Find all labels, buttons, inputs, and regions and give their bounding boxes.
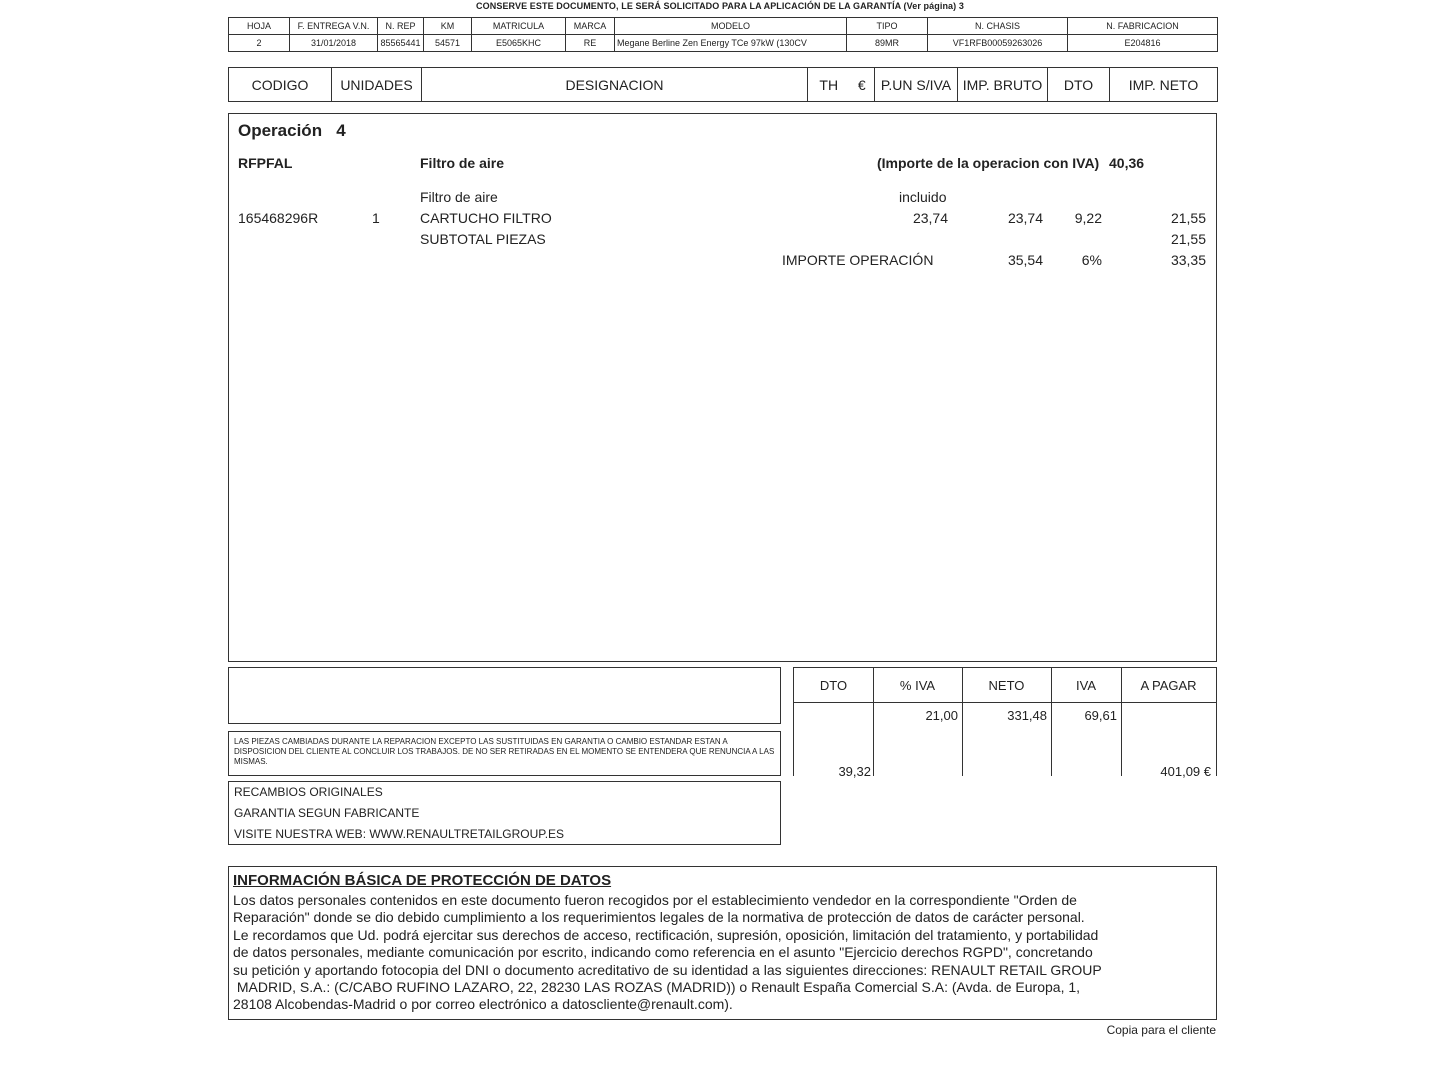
data-protection-line: MADRID, S.A.: (C/CABO RUFINO LAZARO, 22, 28230 LAS ROZAS (MADRID)) o Renault España Comercial S.A: (Avda. de Europa, 1, [233,979,1081,996]
totals-dto: 39,32 [838,764,871,779]
data-protection-line: 28108 Alcobendas-Madrid o por correo electrónico a datoscliente@renault.com). [233,996,733,1013]
totals-header-iva-pct: % IVA [899,678,936,693]
col-currency: € [850,68,875,102]
operation-iva-label: (Importe de la operacion con IVA) [877,155,1100,171]
data-protection-line: Los datos personales contenidos en este documento fueron recogidos por el establecimiento vendedor en la correspondiente "Orden de [233,892,1077,908]
part-imp-bruto: 23,74 [1007,210,1043,226]
note-line: RECAMBIOS ORIGINALES [234,785,383,799]
operation-code: RFPFAL [238,155,293,171]
data-protection-line: Reparación" donde se dio debido cumplimiento a los requerimientos legales de la normativa de protección de datos de carácter personal. [233,909,1085,926]
tipo-value: 89MR [847,35,928,52]
nrep-value: 85565441 [378,35,424,52]
totals-box [793,667,1217,845]
vehicle-header-cell: N. CHASIS [928,18,1068,35]
data-protection-line: de datos personales, mediante comunicación por escrito, indicando como referencia en el asunto "Ejercicio derechos RGPD", concretando [233,944,1093,961]
note-line: GARANTIA SEGUN FABRICANTE [234,806,420,820]
totals-header-iva: IVA [1076,678,1096,693]
vehicle-header-cell: TIPO [847,18,928,35]
data-protection-line: Le recordamos que Ud. podrá ejercitar sus derechos de acceso, rectificación, supresión, oposición, limitación del tratamiento, y portabilidad [233,926,1099,943]
totals-header-dto: DTO [819,678,848,693]
entrega-value: 31/01/2018 [290,35,378,52]
vehicle-value-row [229,35,1218,52]
col-p-un: P.UN S/IVA [875,68,958,102]
matricula-value: E5065KHC [472,35,566,52]
part-code: 165468296R [238,210,319,226]
col-unidades: UNIDADES [332,68,422,102]
blank-box [228,667,781,724]
col-th: TH [808,68,850,102]
totals-faded-area [792,776,1220,846]
hoja-value: 2 [229,35,290,52]
warranty-notice: CONSERVE ESTE DOCUMENTO, LE SERÁ SOLICITADO PARA LA APLICACIÓN DE LA GARANTÍA (Ver página) 3 [476,1,964,11]
vehicle-header-cell: N. FABRICACION [1068,18,1218,35]
marca-value: RE [566,35,615,52]
note-line: VISITE NUESTRA WEB: WWW.RENAULTRETAILGROUP.ES [234,827,565,841]
part-dto: 9,22 [1074,210,1102,226]
vehicle-header-row [229,18,1218,35]
vehicle-header-cell: MATRICULA [472,18,566,35]
part-designation: CARTUCHO FILTRO [420,210,552,226]
part-imp-neto: 21,55 [1170,210,1206,226]
part-p-un: 23,74 [912,210,948,226]
data-protection-title: INFORMACIÓN BÁSICA DE PROTECCIÓN DE DATOS [233,872,612,889]
notes-box [228,781,781,845]
part-units: 1 [372,210,380,226]
legal-notice-box [228,731,781,776]
importe-dto: 6% [1081,252,1102,268]
col-designacion: DESIGNACION [422,68,808,102]
lines-column-header [228,67,1218,102]
legal-notice-text: LAS PIEZAS CAMBIADAS DURANTE LA REPARACION EXCEPTO LAS SUSTITUIDAS EN GARANTIA O CAMBIO ESTANDAR ESTAN A DISPOSICION DEL CLIENTE AL CONCLUIR LOS TRABAJOS. DE NO SER RETIRADAS EN EL MOMENTO SE ENTENDERA QUE RENUNCIA A LAS MISMAS. [234,737,775,766]
data-protection-text [233,892,1213,1014]
vehicle-header-cell: HOJA [229,18,290,35]
copy-label: Copia para el cliente [1106,1023,1216,1037]
importe-bruto: 35,54 [1007,252,1043,268]
vehicle-header-cell: MODELO [615,18,847,35]
vehicle-info-table [228,17,1218,52]
col-codigo: CODIGO [229,68,332,102]
operation-title [238,121,346,141]
vehicle-header-cell: N. REP [378,18,424,35]
totals-neto: 331,48 [1007,708,1047,723]
operation-iva-value: 40,36 [1109,155,1145,171]
col-imp-neto: IMP. NETO [1110,68,1218,102]
operation-title-text: Operación [238,121,323,140]
totals-a-pagar: 401,09 € [1160,764,1211,779]
totals-header-neto: NETO [988,678,1025,693]
subtotal-value: 21,55 [1170,231,1206,247]
subtotal-label: SUBTOTAL PIEZAS [420,231,546,247]
fabricacion-value: E204816 [1068,35,1218,52]
totals-iva-pct: 21,00 [925,708,958,723]
totals-header-a-pagar: A PAGAR [1140,678,1197,693]
operation-subname: Filtro de aire [420,189,498,205]
operation-name: Filtro de aire [420,155,505,171]
vehicle-header-cell: MARCA [566,18,615,35]
importe-neto: 33,35 [1170,252,1206,268]
col-imp-bruto: IMP. BRUTO [958,68,1048,102]
data-protection-line: su petición y aportando fotocopia del DNI o documento acreditativo de su identidad a las siguientes direcciones: RENAULT RETAIL GROUP [233,961,1102,978]
operation-number: 4 [336,121,346,140]
col-dto: DTO [1048,68,1110,102]
operation-lines-box [228,113,1217,662]
vehicle-header-cell: F. ENTREGA V.N. [290,18,378,35]
km-value: 54571 [424,35,472,52]
vehicle-header-cell: KM [424,18,472,35]
chasis-value: VF1RFB00059263026 [928,35,1068,52]
data-protection-box [228,866,1217,1020]
included-label: incluido [899,189,947,205]
modelo-value: Megane Berline Zen Energy TCe 97kW (130CV [615,35,847,52]
importe-label: IMPORTE OPERACIÓN [782,252,934,268]
totals-iva: 69,61 [1084,708,1117,723]
